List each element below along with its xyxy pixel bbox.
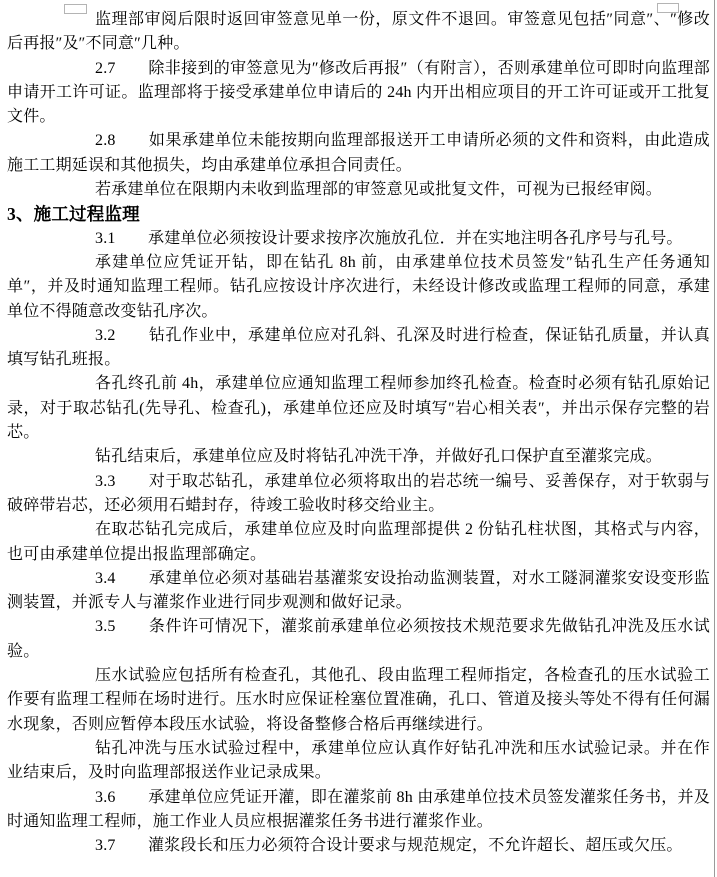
paragraph-review-return: 监理部审阅后限时返回审签意见单一份，原文件不退回。审签意见包括″同意″、″修改后再报″及″不同意″几种。 [7,11,710,53]
paragraph-drilling-permit: 承建单位应凭证开钻，即在钻孔 8h 前，由承建单位技术员签发″钻孔生产任务通知单″，并及时通知监理工程师。钻孔应按设计序次进行，未经设计修改或监理工程师的同意，承建单位不得随意改变钻孔序次。 [7,253,710,320]
paragraph-hole-flushing: 钻孔结束后，承建单位应及时将钻孔冲洗干净，并做好孔口保护直至灌浆完成。 [95,448,663,466]
paragraph-2-8: 2.8 如果承建单位未能按期向监理部报送开工申请所必须的文件和资料，由此造成施工工期延误和其他损失，均由承建单位承担合同责任。 [7,132,710,174]
paragraph-3-5: 3.5 条件许可情况下，灌浆前承建单位必须按技术规范要求先做钻孔冲洗及压水试验。 [7,618,710,660]
document-body [7,8,710,858]
paragraph-3-4: 3.4 承建单位必须对基础岩基灌浆安设抬动监测装置，对水工隧洞灌浆安设变形监测装置，并派专人与灌浆作业进行同步观测和做好记录。 [7,569,710,612]
paragraph-test-records: 钻孔冲洗与压水试验过程中，承建单位应认真作好钻孔冲洗和压水试验记录。并在作业结束后，及时向监理部报送作业记录成果。 [7,739,710,782]
paragraph-deemed-reviewed: 若承建单位在限期内未收到监理部的审签意见或批复文件，可视为已报经审阅。 [95,181,663,199]
paragraph-3-1: 3.1 承建单位必须按设计要求按序次施放孔位．并在实地注明各孔序号与孔号。 [95,229,683,247]
section-heading-construction-supervision: 3、施工过程监理 [7,204,140,225]
paragraph-2-7: 2.7 除非接到的审签意见为″修改后再报″（有附言），否则承建单位可即时向监理部申请开工许可证。监理部将于接受承建单位申请后的 24h 内开出相应项目的开工许可证或开工批复文件。 [7,59,710,126]
paragraph-final-hole-check: 各孔终孔前 4h，承建单位应通知监理工程师参加终孔检查。检查时必须有钻孔原始记录，对于取芯钻孔(先导孔、检查孔)，承建单位还应及时填写″岩心相关表″，并出示保存完整的岩芯。 [7,375,710,442]
paragraph-3-6: 3.6 承建单位应凭证开灌，即在灌浆前 8h 由承建单位技术员签发灌浆任务书，并及时通知监理工程师，施工作业人员应根据灌浆任务书进行灌浆作业。 [7,788,710,830]
page-right-edge-divider [714,0,715,877]
paragraph-3-7: 3.7 灌浆段长和压力必须符合设计要求与规范规定，不允许超长、超压或欠压。 [95,837,683,855]
paragraph-core-column-chart: 在取芯钻孔完成后，承建单位应及时向监理部提供 2 份钻孔柱状图，其格式与内容，也可由承建单位提出报监理部确定。 [7,521,710,563]
paragraph-3-2: 3.2 钻孔作业中，承建单位应对孔斜、孔深及时进行检查，保证钻孔质量，并认真填写钻孔班报。 [7,326,710,369]
paragraph-water-pressure-test: 压水试验应包括所有检查孔，其他孔、段由监理工程师指定，各检查孔的压水试验工作要有监理工程师在场时进行。压水时应保证栓塞位置准确，孔口、管道及接头等处不得有任何漏水现象，否则应暂停本段压水试验，将设备整修合格后再继续进行。 [7,667,710,733]
paragraph-3-3: 3.3 对于取芯钻孔，承建单位必须将取出的岩芯统一编号、妥善保存，对于软弱与破碎带岩芯，还必须用石蜡封存，待竣工验收时移交给业主。 [7,472,710,514]
